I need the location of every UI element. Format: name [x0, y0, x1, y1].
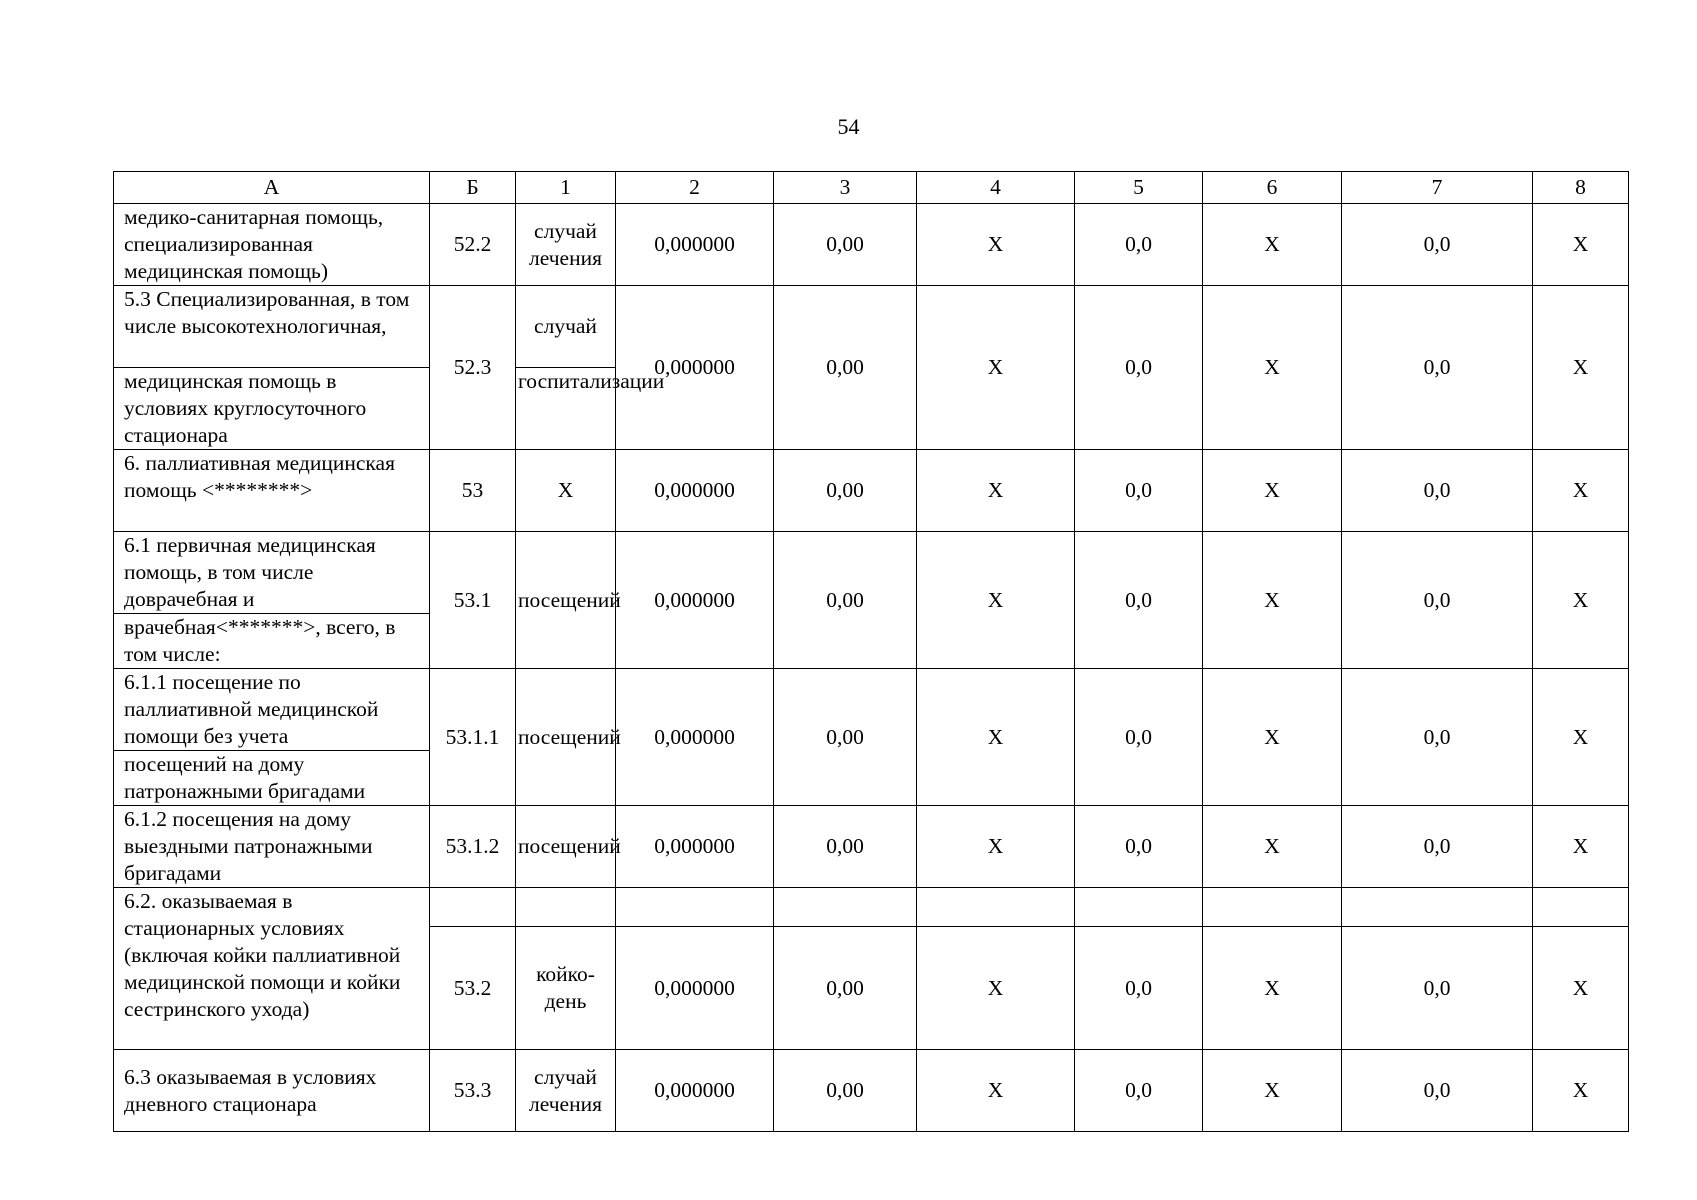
cell-value: Х — [1533, 806, 1629, 888]
column-header: 5 — [1075, 172, 1203, 204]
cell-value: 0,00 — [774, 669, 917, 806]
cell-value: 0,00 — [774, 532, 917, 669]
cell-value: 0,000000 — [616, 450, 774, 532]
cell-value: 0,000000 — [616, 286, 774, 450]
row-unit-continuation: госпитализации — [516, 368, 616, 450]
row-name: медико-санитарная помощь, специализированная медицинская помощь) — [114, 204, 430, 286]
empty-cell — [1075, 888, 1203, 927]
row-name: 6.1.2 посещения на дому выездными патронажными бригадами — [114, 806, 430, 888]
row-unit: случай лечения — [516, 1050, 616, 1132]
cell-value: Х — [1203, 1050, 1342, 1132]
table-row — [114, 669, 1629, 751]
row-unit: посещений — [516, 532, 616, 669]
cell-value: 0,0 — [1075, 532, 1203, 669]
table-row — [114, 532, 1629, 614]
cell-value: 0,0 — [1075, 286, 1203, 450]
cell-value: Х — [1533, 450, 1629, 532]
cell-value: Х — [1203, 532, 1342, 669]
cell-value: 0,00 — [774, 927, 917, 1050]
row-code: 53.1.1 — [430, 669, 516, 806]
table-row — [114, 806, 1629, 888]
cell-value: Х — [1533, 927, 1629, 1050]
cell-value: Х — [917, 806, 1075, 888]
cell-value: Х — [917, 532, 1075, 669]
cell-value: Х — [917, 669, 1075, 806]
cell-value: Х — [917, 286, 1075, 450]
column-header: 8 — [1533, 172, 1629, 204]
table-row — [114, 1050, 1629, 1132]
column-header: 1 — [516, 172, 616, 204]
cell-value: Х — [917, 204, 1075, 286]
cell-value: 0,0 — [1342, 204, 1533, 286]
cell-value: 0,0 — [1342, 532, 1533, 669]
row-code: 53.2 — [430, 927, 516, 1050]
row-name: 6. паллиативная медицинская помощь <********> — [114, 450, 430, 532]
empty-cell — [1533, 888, 1629, 927]
table-row — [114, 204, 1629, 286]
row-name: 5.3 Специализированная, в том числе высокотехнологичная, — [114, 286, 430, 368]
cell-value: Х — [1203, 450, 1342, 532]
cell-value: Х — [1203, 204, 1342, 286]
cell-value: 0,00 — [774, 204, 917, 286]
cell-value: 0,00 — [774, 286, 917, 450]
table-row — [114, 888, 1629, 927]
cell-value: Х — [1533, 669, 1629, 806]
row-code: 52.3 — [430, 286, 516, 450]
cell-value: 0,00 — [774, 1050, 917, 1132]
empty-cell — [1203, 888, 1342, 927]
data-table — [113, 171, 1629, 1132]
cell-value: 0,0 — [1342, 1050, 1533, 1132]
cell-value: 0,0 — [1075, 927, 1203, 1050]
row-name: 6.1 первичная медицинская помощь, в том числе доврачебная и — [114, 532, 430, 614]
cell-value: 0,0 — [1342, 806, 1533, 888]
row-name: 6.1.1 посещение по паллиативной медицинской помощи без учета — [114, 669, 430, 751]
row-unit: посещений — [516, 669, 616, 806]
column-header: 7 — [1342, 172, 1533, 204]
row-code: 53.3 — [430, 1050, 516, 1132]
row-code: 53 — [430, 450, 516, 532]
cell-value: Х — [917, 1050, 1075, 1132]
row-name: 6.3 оказываемая в условиях дневного стационара — [114, 1050, 430, 1132]
row-code: 53.1.2 — [430, 806, 516, 888]
row-code: 52.2 — [430, 204, 516, 286]
column-header: 6 — [1203, 172, 1342, 204]
row-unit: случай — [516, 286, 616, 368]
empty-cell — [1342, 888, 1533, 927]
row-unit: Х — [516, 450, 616, 532]
empty-cell — [774, 888, 917, 927]
empty-cell — [917, 888, 1075, 927]
row-name: 6.2. оказываемая в стационарных условиях (включая койки паллиативной медицинской помощи и койки сестринского ухода) — [114, 888, 430, 1050]
table-header-row — [114, 172, 1629, 204]
cell-value: 0,00 — [774, 450, 917, 532]
row-name-continuation: врачебная<*******>, всего, в том числе: — [114, 614, 430, 669]
cell-value: Х — [1533, 204, 1629, 286]
row-name-continuation: медицинская помощь в условиях круглосуточного стационара — [114, 368, 430, 450]
cell-value: 0,0 — [1075, 450, 1203, 532]
cell-value: 0,000000 — [616, 806, 774, 888]
cell-value: 0,0 — [1342, 450, 1533, 532]
empty-cell — [616, 888, 774, 927]
cell-value: Х — [1203, 927, 1342, 1050]
cell-value: Х — [917, 927, 1075, 1050]
page-number: 54 — [837, 114, 860, 139]
cell-value: 0,00 — [774, 806, 917, 888]
cell-value: Х — [1533, 286, 1629, 450]
table-row — [114, 286, 1629, 368]
cell-value: 0,0 — [1075, 1050, 1203, 1132]
cell-value: 0,000000 — [616, 204, 774, 286]
empty-cell — [430, 888, 516, 927]
empty-cell — [516, 888, 616, 927]
cell-value: Х — [1203, 806, 1342, 888]
cell-value: 0,0 — [1075, 204, 1203, 286]
cell-value: Х — [1203, 669, 1342, 806]
column-header: 3 — [774, 172, 917, 204]
cell-value: 0,000000 — [616, 927, 774, 1050]
cell-value: 0,0 — [1342, 669, 1533, 806]
cell-value: 0,0 — [1075, 669, 1203, 806]
cell-value: 0,0 — [1075, 806, 1203, 888]
cell-value: 0,000000 — [616, 1050, 774, 1132]
row-code: 53.1 — [430, 532, 516, 669]
column-header: Б — [430, 172, 516, 204]
cell-value: Х — [1533, 1050, 1629, 1132]
row-unit: случай лечения — [516, 204, 616, 286]
cell-value: 0,0 — [1342, 927, 1533, 1050]
cell-value: 0,0 — [1342, 286, 1533, 450]
column-header: А — [114, 172, 430, 204]
column-header: 4 — [917, 172, 1075, 204]
row-name-continuation: посещений на дому патронажными бригадами — [114, 751, 430, 806]
cell-value: 0,000000 — [616, 532, 774, 669]
row-unit: посещений — [516, 806, 616, 888]
table-row — [114, 450, 1629, 532]
column-header: 2 — [616, 172, 774, 204]
cell-value: 0,000000 — [616, 669, 774, 806]
cell-value: Х — [917, 450, 1075, 532]
row-unit: койко-день — [516, 927, 616, 1050]
cell-value: Х — [1203, 286, 1342, 450]
cell-value: Х — [1533, 532, 1629, 669]
